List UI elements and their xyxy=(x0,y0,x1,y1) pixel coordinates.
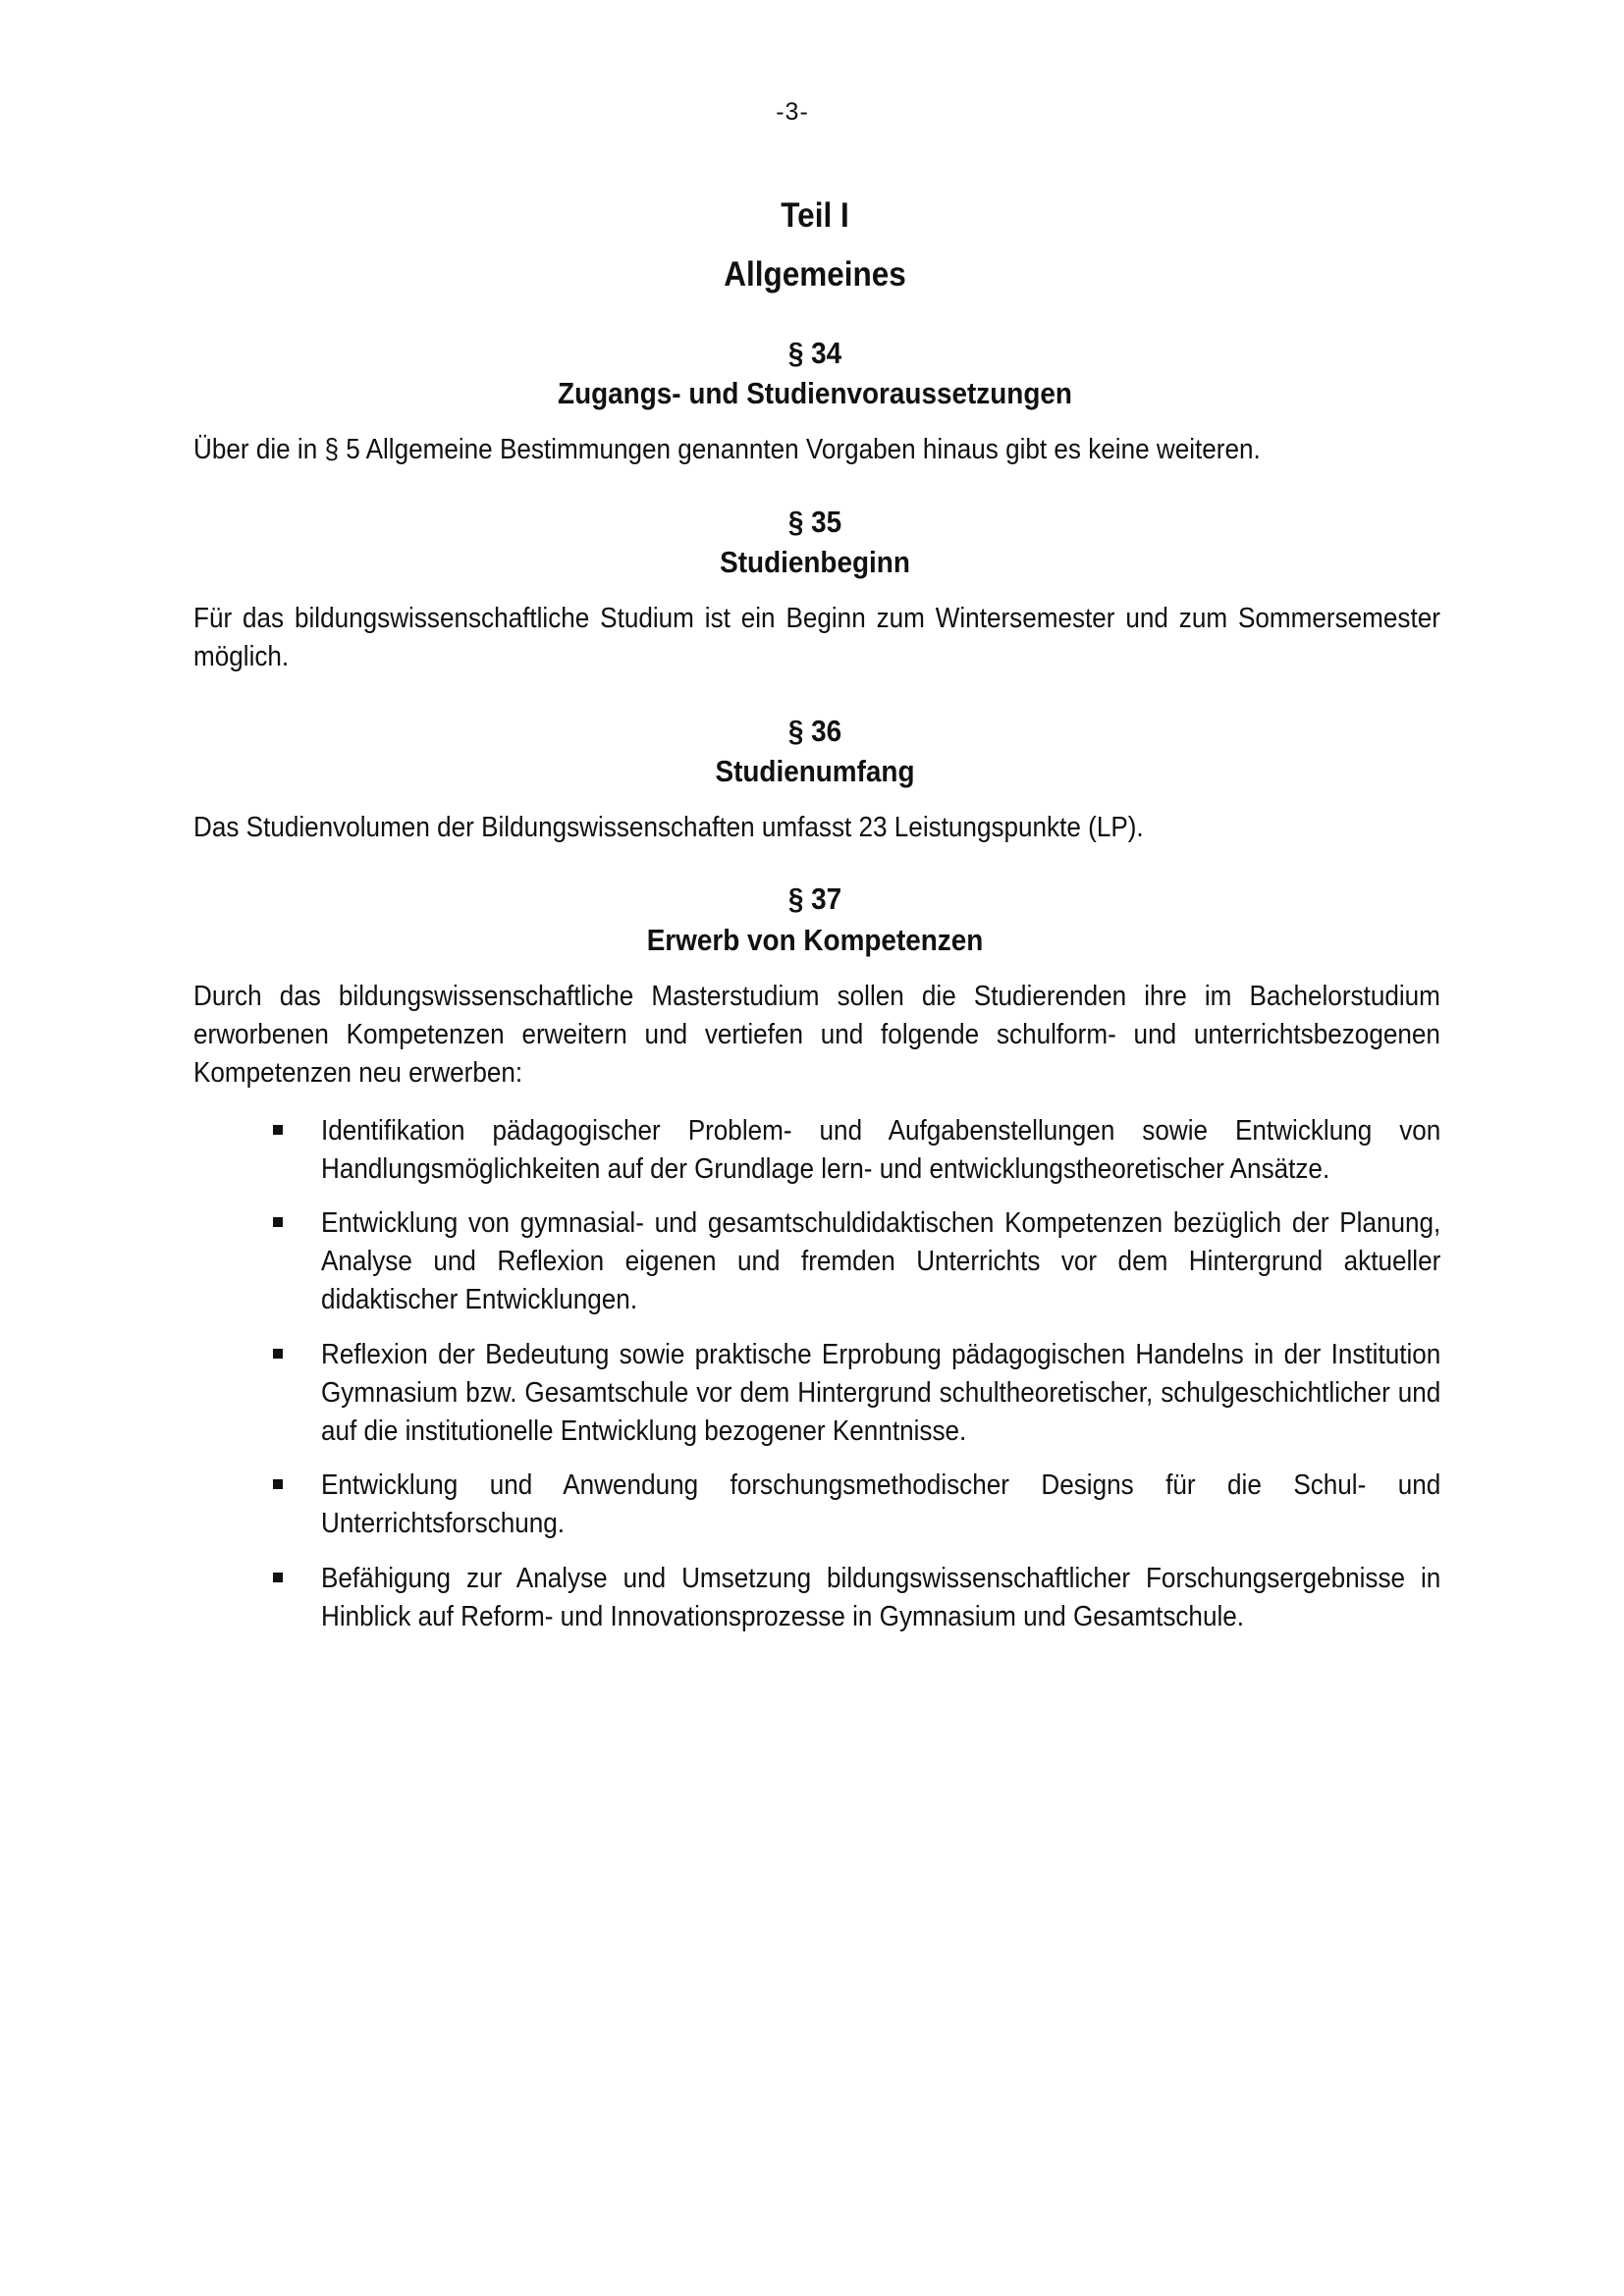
list-item-text: Entwicklung von gymnasial- und gesamtschuldidaktischen Kompetenzen bezüglich der Planung, Analyse und Reflexion eigenen und fremden Unterrichts vor dem Hintergrund aktueller didaktischer Entwicklungen. xyxy=(321,1207,1441,1315)
section-36-title: Studienumfang xyxy=(715,754,915,788)
section-34-number: § 34 xyxy=(787,336,842,370)
page-number: -3- xyxy=(776,98,809,126)
section-34-title: Zugangs- und Studienvoraussetzungen xyxy=(558,376,1072,410)
section-34-text: Über die in § 5 Allgemeine Bestimmungen genannten Vorgaben hinaus gibt es keine weiteren. xyxy=(193,434,1261,465)
list-item-text: Reflexion der Bedeutung sowie praktische Erprobung pädagogischen Handelns in der Institution Gymnasium bzw. Gesamtschule vor dem Hintergrund schultheoretischer, schulgeschichtlicher und auf die institutionelle Entwicklung bezogener Kenntnisse. xyxy=(321,1339,1441,1447)
square-bullet-icon xyxy=(273,1125,283,1135)
section-36-text: Das Studienvolumen der Bildungswissenschaften umfasst 23 Leistungspunkte (LP). xyxy=(193,812,1144,843)
list-item-text: Entwicklung und Anwendung forschungsmethodischer Designs für die Schul- und Unterrichtsforschung. xyxy=(321,1469,1441,1539)
section-35-text: Für das bildungswissenschaftliche Studium ist ein Beginn zum Wintersemester und zum Sommersemester möglich. xyxy=(193,603,1440,672)
square-bullet-icon xyxy=(273,1479,283,1489)
section-35-number: § 35 xyxy=(787,505,842,539)
section-35-title: Studienbeginn xyxy=(720,545,910,579)
list-item-text: Identifikation pädagogischer Problem- und Aufgabenstellungen sowie Entwicklung von Handlungsmöglichkeiten auf der Grundlage lern- und entwicklungstheoretischer Ansätze. xyxy=(321,1115,1441,1185)
section-36-number: § 36 xyxy=(787,714,842,748)
part-title: Teil I xyxy=(781,196,849,235)
list-item-text: Befähigung zur Analyse und Umsetzung bildungswissenschaftlicher Forschungsergebnisse in Hinblick auf Reform- und Innovationsprozesse in Gymnasium und Gesamtschule. xyxy=(321,1563,1441,1632)
part-subtitle: Allgemeines xyxy=(724,255,906,294)
section-37-title: Erwerb von Kompetenzen xyxy=(646,923,984,957)
square-bullet-icon xyxy=(273,1217,283,1227)
square-bullet-icon xyxy=(273,1573,283,1582)
section-37-text: Durch das bildungswissenschaftliche Masterstudium sollen die Studierenden ihre im Bachelorstudium erworbenen Kompetenzen erweitern und vertiefen und folgende schulform- und unterrichtsbezogenen Kompetenzen neu erwerben: xyxy=(193,981,1440,1089)
square-bullet-icon xyxy=(273,1349,283,1359)
section-37-number: § 37 xyxy=(787,881,842,916)
